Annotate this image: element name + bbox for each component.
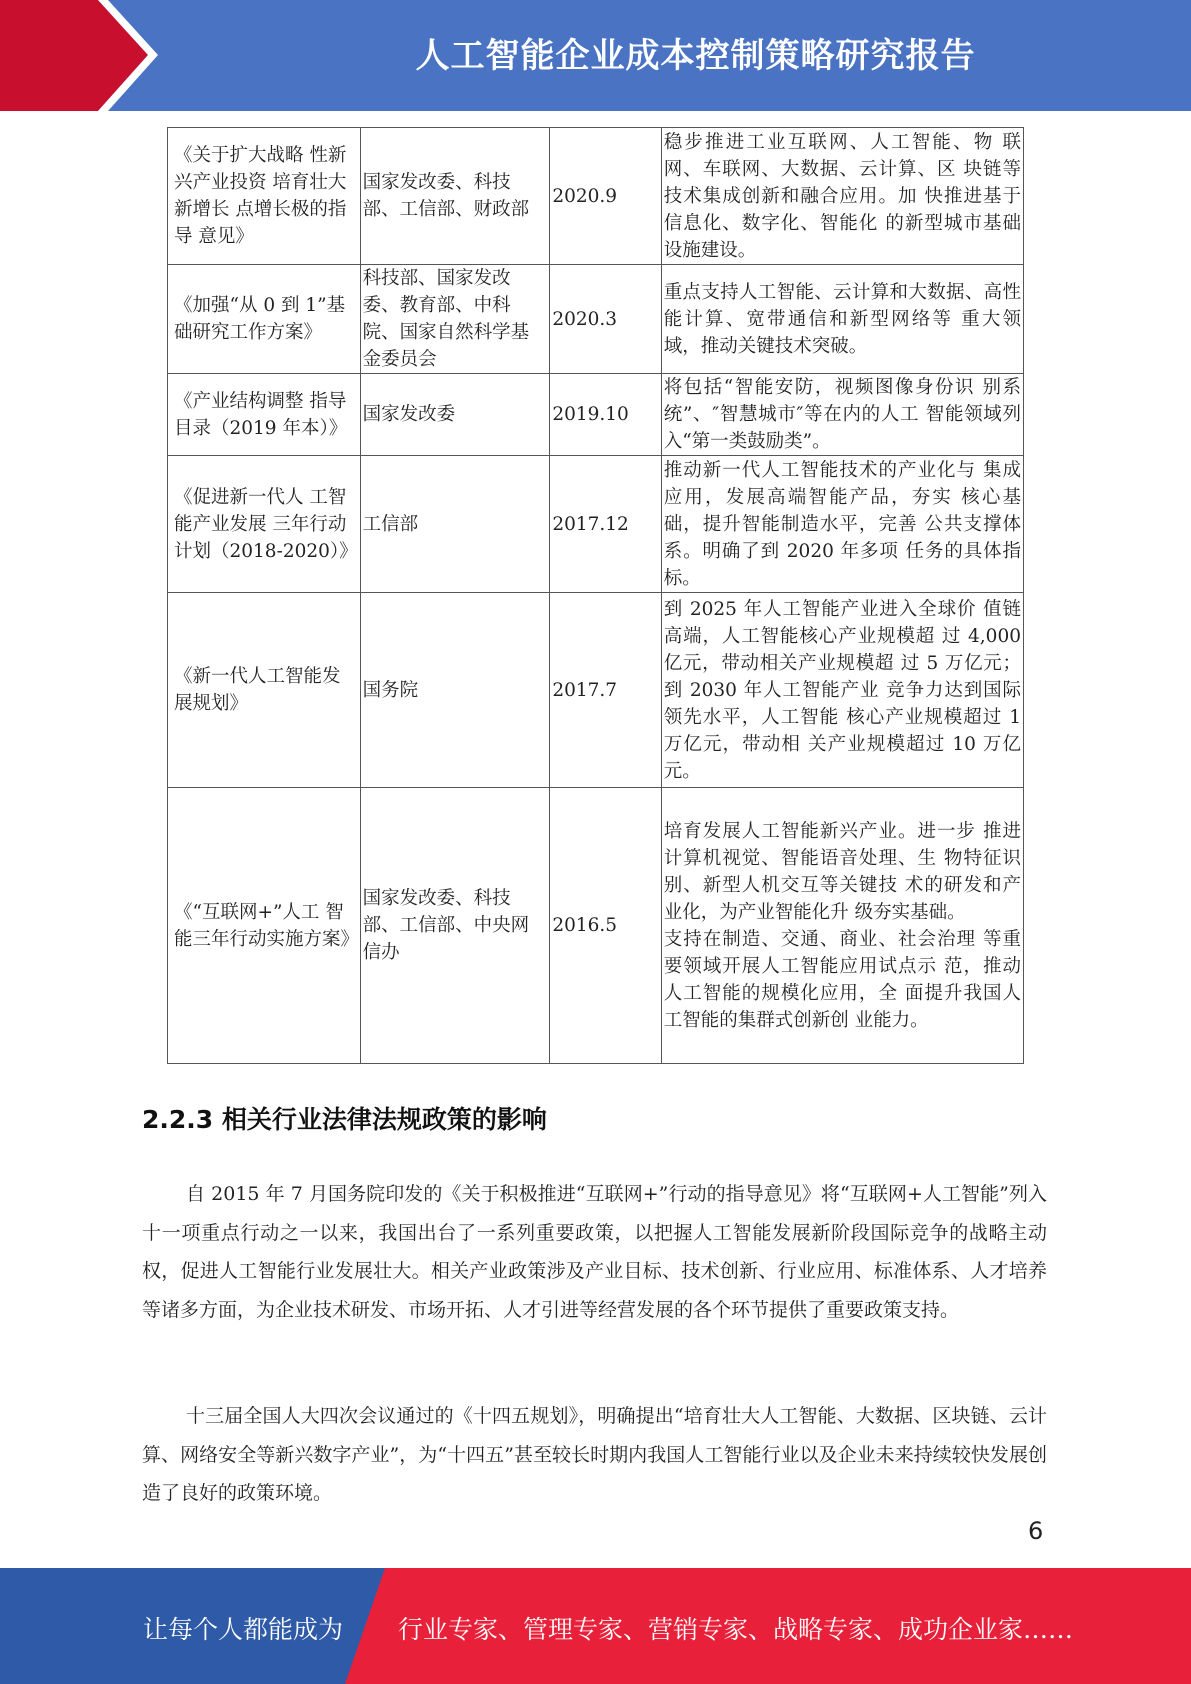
policy-name-cell: 《“互联网+”人工 智能三年行动实施方案》 [168, 788, 361, 1064]
table-row [168, 456, 1024, 593]
table-row [168, 265, 1024, 374]
policy-date-cell: 2019.10 [550, 374, 661, 456]
policy-date-cell: 2016.5 [550, 788, 661, 1064]
policy-date-cell: 2020.9 [550, 128, 661, 265]
policy-dept-cell: 国家发改委、科技部、工信部、财政部 [360, 128, 550, 265]
policy-date-cell: 2017.7 [550, 593, 661, 788]
policy-content-cell: 将包括“智能安防，视频图像身份识 别系统”、″智慧城市″等在内的人工 智能领域列入“第一类鼓励类”。 [661, 374, 1023, 456]
policy-content-cell [661, 788, 1023, 1064]
policy-name-cell: 《产业结构调整 指导目录（2019 年本）》 [168, 374, 361, 456]
page-header [0, 0, 1191, 111]
policy-dept-cell: 科技部、国家发改委、教育部、中科院、国家自然科学基金委员会 [360, 265, 550, 374]
policy-dept-cell: 国家发改委、科技部、工信部、中央网信办 [360, 788, 550, 1064]
footer-slogan-left: 让每个人都能成为 [143, 1615, 344, 1644]
page-footer [0, 1568, 1191, 1684]
policy-dept-cell: 国家发改委 [360, 374, 550, 456]
policy-name-cell: 《新一代人工智能发展规划》 [168, 593, 361, 788]
body-paragraph-2: 十三届全国人大四次会议通过的《十四五规划》，明确提出“培育壮大人工智能、大数据、区块链、云计算、网络安全等新兴数字产业”，为“十四五”甚至较长时期内我国人工智能行业以及企业未来持续较快发展创造了良好的政策环境。 [142, 1405, 1047, 1504]
table-row [168, 128, 1024, 265]
body-paragraph-1: 自 2015 年 7 月国务院印发的《关于积极推进“互联网+”行动的指导意见》将“互联网+人工智能”列入十一项重点行动之一以来，我国出台了一系列重要政策，以把握人工智能发展新阶段国际竞争的战略主动权，促进人工智能行业发展壮大。相关产业政策涉及产业目标、技术创新、行业应用、标准体系、人才培养等诸多方面，为企业技术研发、市场开拓、人才引进等经营发展的各个环节提供了重要政策支持。 [142, 1183, 1047, 1321]
policy-table [167, 127, 1024, 1064]
table-row [168, 374, 1024, 456]
policy-name-cell: 《加强“从 0 到 1”基础研究工作方案》 [168, 265, 361, 374]
policy-date-cell: 2017.12 [550, 456, 661, 593]
report-title: 人工智能企业成本控制策略研究报告 [415, 36, 976, 76]
policy-name-cell: 《促进新一代人 工智能产业发展 三年行动计划（2018-2020）》 [168, 456, 361, 593]
policy-dept-cell: 工信部 [360, 456, 550, 593]
policy-content-part1: 培育发展人工智能新兴产业。进一步 推进计算机视觉、智能语音处理、生 物特征识别、新型人机交互等关键技 术的研发和产业化，为产业智能化升 级夯实基础。 [663, 820, 1021, 923]
footer-slogan-right: 行业专家、管理专家、营销专家、战略专家、成功企业家…… [398, 1615, 1074, 1644]
policy-content-part2: 支持在制造、交通、商业、社会治理 等重要领域开展人工智能应用试点示 范，推动人工智能的规模化应用，全 面提升我国人工智能的集群式创新创 业能力。 [663, 928, 1021, 1031]
section-heading: 2.2.3 相关行业法律法规政策的影响 [142, 1105, 547, 1134]
policy-name-cell: 《关于扩大战略 性新兴产业投资 培育壮大新增长 点增长极的指导 意见》 [168, 128, 361, 265]
policy-content-cell: 稳步推进工业互联网、人工智能、物 联网、车联网、大数据、云计算、区 块链等技术集成创新和融合应用。加 快推进基于信息化、数字化、智能化 的新型城市基础设施建设。 [661, 128, 1023, 265]
table-row [168, 593, 1024, 788]
page-number: 6 [1028, 1517, 1044, 1545]
policy-content-cell: 到 2025 年人工智能产业进入全球价 值链高端，人工智能核心产业规模超 过 4,000 亿元，带动相关产业规模超 过 5 万亿元；到 2030 年人工智能产业 竞争力达到国际领先水平，人工智能 核心产业规模超过 1 万亿元，带动相 关产业规模超过 10 万亿元。 [661, 593, 1023, 788]
policy-content-cell: 推动新一代人工智能技术的产业化与 集成应用，发展高端智能产品，夯实 核心基础，提升智能制造水平，完善 公共支撑体系。明确了到 2020 年多项 任务的具体指标。 [661, 456, 1023, 593]
table-row [168, 788, 1024, 1064]
policy-content-cell: 重点支持人工智能、云计算和大数据、高性能计算、宽带通信和新型网络等 重大领域，推动关键技术突破。 [661, 265, 1023, 374]
policy-dept-cell: 国务院 [360, 593, 550, 788]
policy-date-cell: 2020.3 [550, 265, 661, 374]
